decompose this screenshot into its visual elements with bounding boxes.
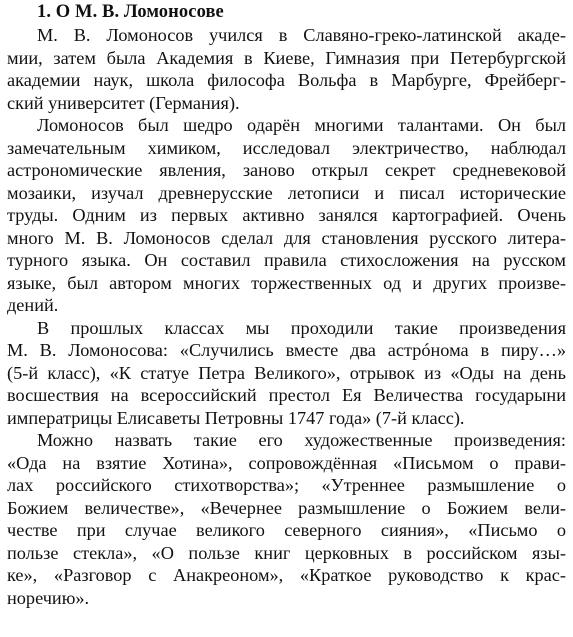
text-line: честве при случае великого северного сияния», «Письмо о	[7, 520, 566, 540]
text-line: норечию».	[7, 587, 90, 608]
text-line: ке», «Разговор с Анакреоном», «Краткое руководство к крас-	[7, 565, 566, 585]
text-line: дений.	[7, 295, 59, 315]
text-line: (5-й класс), «К статуе Петра Великого», отрывок из «Оды на день	[7, 362, 566, 383]
text-line: императрицы Елисаветы Петровны 1747 года» (7-й класс).	[7, 407, 465, 428]
text-line: восшествия на всероссийский престол Ея Величества государыни	[7, 385, 566, 405]
text-line: Ломоносов был шедро одарён многими талантами. Он был	[37, 115, 566, 135]
text-line: астрономические явления, заново открыл секрет средневековой	[7, 160, 566, 180]
paragraph-previous-works	[7, 317, 566, 430]
text-line: мозаики, изучал древнерусские летописи и писал исторические	[7, 182, 566, 203]
text-line: лах российского стихотворства»; «Утреннее размышление о	[7, 475, 566, 495]
text-line: замечательным химиком, исследовал электричество, наблюдал	[7, 137, 566, 158]
text-line: «Ода на взятие Хотина», сопровождённая «Письмом о прави-	[7, 452, 566, 473]
paragraph-education	[7, 24, 566, 114]
text-line: труды. Одним из первых активно занялся картографией. Очень	[7, 205, 566, 225]
section-heading: 1. О М. В. Ломоносове	[37, 2, 224, 22]
text-line: мии, затем была Академия в Киеве, Гимназия при Петербургской	[7, 47, 566, 68]
text-line: пользе стекла», «О пользе книг церковных в российском язы-	[7, 542, 566, 563]
paragraph-talents	[7, 114, 566, 317]
text-line: В прошлых классах мы проходили такие произведения	[37, 317, 566, 338]
text-line: академии наук, школа философа Вольфа в Марбурге, Фрейберг-	[7, 70, 566, 90]
text-line: языке, был автором многих торжественных од и других произве-	[7, 272, 566, 293]
text-line: Можно назвать такие его художественные произведения:	[37, 430, 566, 450]
text-line: М. В. Ломоносов учился в Славяно-греко-латинской акаде-	[37, 25, 566, 45]
text-line: М. В. Ломоносова: «Случились вместе два астрóнома в пиру…»	[7, 340, 566, 360]
paragraph-artistic-works	[7, 429, 566, 609]
text-line: турного языка. Он составил правила стихосложения на русском	[7, 250, 566, 270]
text-line: ский университет (Германия).	[7, 92, 240, 113]
text-line: много М. В. Ломоносов сделал для становления русского литера-	[7, 227, 566, 248]
text-line: Божием величестве», «Вечернее размышление о Божием вели-	[7, 497, 566, 518]
